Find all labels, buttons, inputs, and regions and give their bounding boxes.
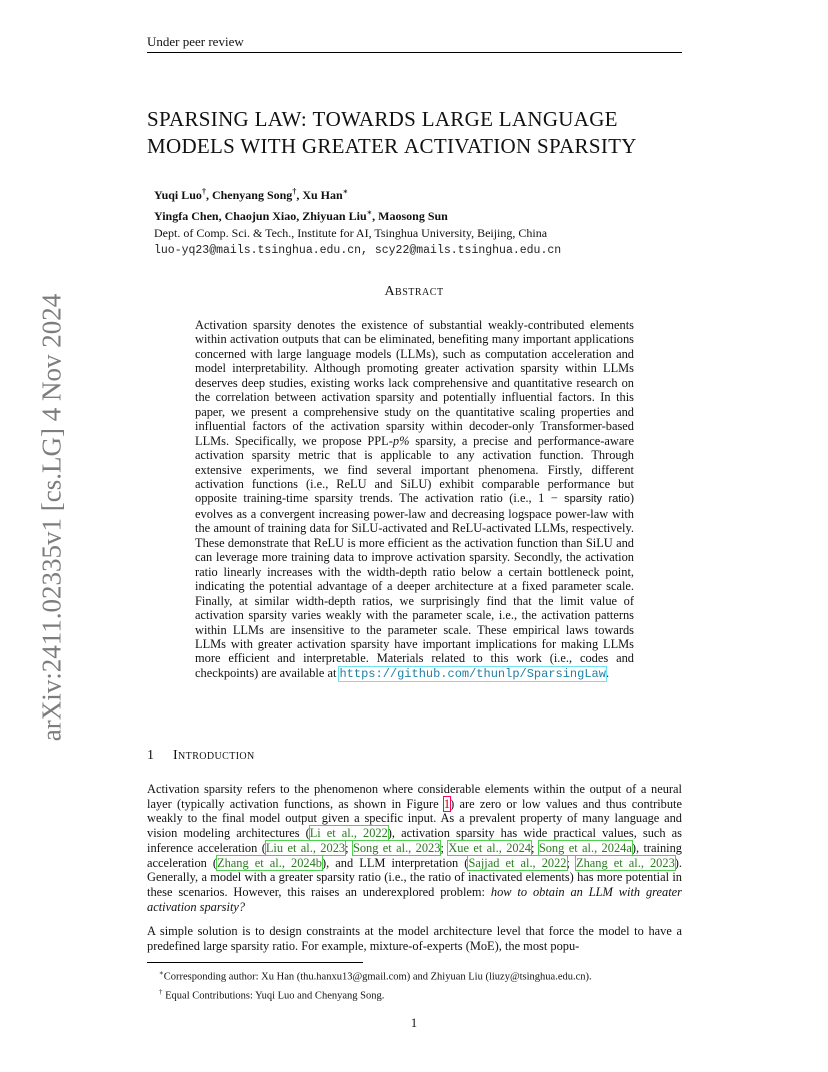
footnote-rule (147, 962, 363, 963)
abstract-heading: Abstract (384, 284, 444, 299)
citation-link[interactable]: Zhang et al., 2023 (576, 855, 675, 870)
citation-link[interactable]: Song et al., 2024a (538, 840, 632, 855)
research-question: how to obtain an LLM with greater activation sparsity? (147, 884, 683, 914)
footnotes (159, 966, 689, 1003)
citation-link[interactable]: Liu et al., 2023 (265, 840, 346, 855)
page-number: 1 (410, 1016, 418, 1030)
intro-paragraph-1: Activation sparsity refers to the phenomenon where considerable elements within the output of a neural layer (typically activation functions, as shown in Figure 1) are zero or low values and thus contribute weakly to the final model output given a specific input. As a prevalent property of many language and vision modeling architectures (Li et al., 2022), activation sparsity has wide practical values, such as inference acceleration (Liu et al., 2023; Song et al., 2023; Xue et al., 2024; Song et al., 2024a), training acceleration (Zhang et al., 2024b), and LLM interpretation (Sajjad et al., 2022; Zhang et al., 2023). Generally, a model with a greater sparsity ratio (i.e., the ratio of inactivated elements) has more potential in these scenarios. However, this raises an underexplored problem: how to obtain an LLM with greater activation sparsity? (147, 782, 683, 914)
paper-title (147, 106, 687, 160)
author-line-1: Yuqi Luo†, Chenyang Song†, Xu Han∗ (154, 187, 349, 202)
github-link[interactable]: https://github.com/thunlp/SparsingLaw (339, 666, 606, 681)
running-head: Under peer review (147, 34, 244, 49)
citation-link[interactable]: Zhang et al., 2024b (217, 855, 322, 870)
citation-link[interactable]: Song et al., 2023 (352, 840, 441, 855)
title-line-2: MODELS WITH GREATER ACTIVATION SPARSITY (147, 134, 637, 158)
affiliation: Dept. of Comp. Sci. & Tech., Institute for AI, Tsinghua University, Beijing, China (154, 226, 548, 240)
citation-link[interactable]: Xue et al., 2024 (448, 840, 531, 855)
author-emails: luo-yq23@mails.tsinghua.edu.cn, scy22@mails.tsinghua.edu.cn (154, 244, 562, 257)
intro-paragraph-2: A simple solution is to design constraints at the model architecture level that force the model to have a predefined large sparsity ratio. For example, mixture-of-experts (MoE), the most popu- (147, 924, 682, 953)
arxiv-identifier: arXiv:2411.02335v1 [cs.LG] 4 Nov 2024 (36, 293, 67, 742)
figure-reference[interactable]: 1 (443, 796, 451, 811)
citation-link[interactable]: Sajjad et al., 2022 (468, 855, 567, 870)
footnote-corresponding: ∗Corresponding author: Xu Han (thu.hanxu13@gmail.com) and Zhiyuan Liu (liuzy@tsinghua.edu.cn). (159, 969, 592, 983)
arxiv-sidebar (34, 290, 70, 750)
author-line-2: Yingfa Chen, Chaojun Xiao, Zhiyuan Liu∗, Maosong Sun (154, 208, 448, 223)
author-block (154, 183, 674, 259)
citation-link[interactable]: Li et al., 2022 (309, 826, 388, 841)
abstract-body: Activation sparsity denotes the existence of substantial weakly-contributed elements within activation outputs that can be eliminated, benefiting many important applications concerned with large language models (LLMs), such as computation acceleration and model interpretability. Although promoting greater activation sparsity within LLMs deserves deep studies, existing works lack comprehensive and quantitative research on the correlation between activation sparsity and potentially influential factors. In this paper, we present a comprehensive study on the quantitative scaling properties and influential factors of the activation sparsity within decoder-only Transformer-based LLMs. Specifically, we propose PPL-p% sparsity, a precise and performance-aware activation sparsity metric that is applicable to any activation function. Through extensive experiments, we find several important phenomena. Firstly, different activation functions (i.e., ReLU and SiLU) exhibit comparable performance but opposite training-time sparsity trends. The activation ratio (i.e., 1 − sparsity ratio) evolves as a convergent increasing power-law and decreasing logspace power-law with the amount of training data for SiLU-activated and ReLU-activated LLMs, respectively. These demonstrate that ReLU is more efficient as the activation function than SiLU and can leverage more training data to improve activation sparsity. Secondly, the activation ratio linearly increases with the width-depth ratio below a certain bottleneck point, indicating the potential advantage of a deeper architecture at a fixed parameter scale. Finally, at similar width-depth ratios, we surprisingly find that the limit value of activation sparsity varies weakly with the parameter scale, i.e., the activation patterns within LLMs are insensitive to the parameter scale. These empirical laws towards LLMs with greater activation sparsity have important implications for making LLMs more efficient and interpretable. Materials related to this work (i.e., codes and checkpoints) are available at https://github.com/thunlp/SparsingLaw. (195, 318, 634, 681)
section-heading-introduction: 1 Introduction (147, 748, 255, 763)
header-rule (147, 52, 682, 53)
title-line-1: SPARSING LAW: TOWARDS LARGE LANGUAGE (147, 107, 618, 131)
footnote-equal-contribution: † Equal Contributions: Yuqi Luo and Chenyang Song. (159, 987, 385, 1001)
